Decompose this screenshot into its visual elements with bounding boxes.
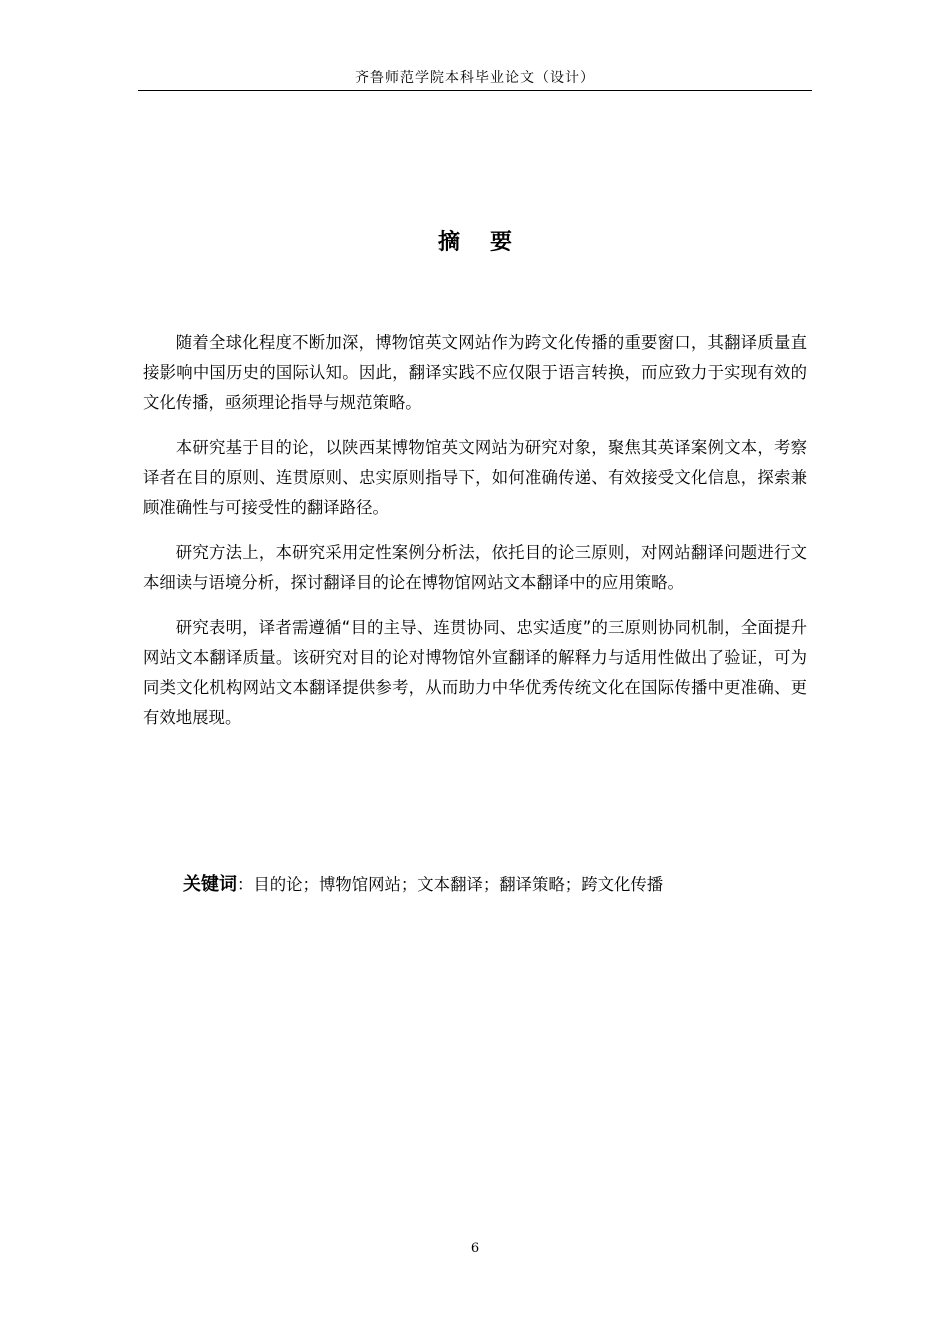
abstract-title-char-2: 要 <box>490 230 513 255</box>
abstract-paragraph-1: 随着全球化程度不断加深，博物馆英文网站作为跨文化传播的重要窗口，其翻译质量直接影响中国历史的国际认知。因此，翻译实践不应仅限于语言转换，而应致力于实现有效的文化传播，亟须理论指导与规范策略。 <box>143 333 807 412</box>
header-title: 齐鲁师范学院本科毕业论文（设计） <box>355 70 595 86</box>
page-number: 6 <box>470 1241 480 1256</box>
abstract-paragraph-3: 研究方法上，本研究采用定性案例分析法，依托目的论三原则，对网站翻译问题进行文本细读与语境分析，探讨翻译目的论在博物馆网站文本翻译中的应用策略。 <box>143 543 807 592</box>
abstract-title <box>0 226 950 260</box>
keywords-line <box>183 870 803 900</box>
page-header <box>138 68 812 91</box>
abstract-paragraph-4: 研究表明，译者需遵循“目的主导、连贯协同、忠实适度”的三原则协同机制，全面提升网站文本翻译质量。该研究对目的论对博物馆外宣翻译的解释力与适用性做出了验证，可为同类文化机构网站文本翻译提供参考，从而助力中华优秀传统文化在国际传播中更准确、更有效地展现。 <box>143 618 807 727</box>
abstract-paragraph-2: 本研究基于目的论，以陕西某博物馆英文网站为研究对象，聚焦其英译案例文本，考察译者在目的原则、连贯原则、忠实原则指导下，如何准确传递、有效接受文化信息，探索兼顾准确性与可接受性的翻译路径。 <box>143 438 807 517</box>
keywords-list: 目的论；博物馆网站；文本翻译；翻译策略；跨文化传播 <box>253 875 664 894</box>
keywords-label: 关键词 <box>183 874 237 895</box>
abstract-title-char-1: 摘 <box>437 230 460 255</box>
abstract-body <box>143 328 807 748</box>
keywords-colon: ： <box>237 875 254 894</box>
